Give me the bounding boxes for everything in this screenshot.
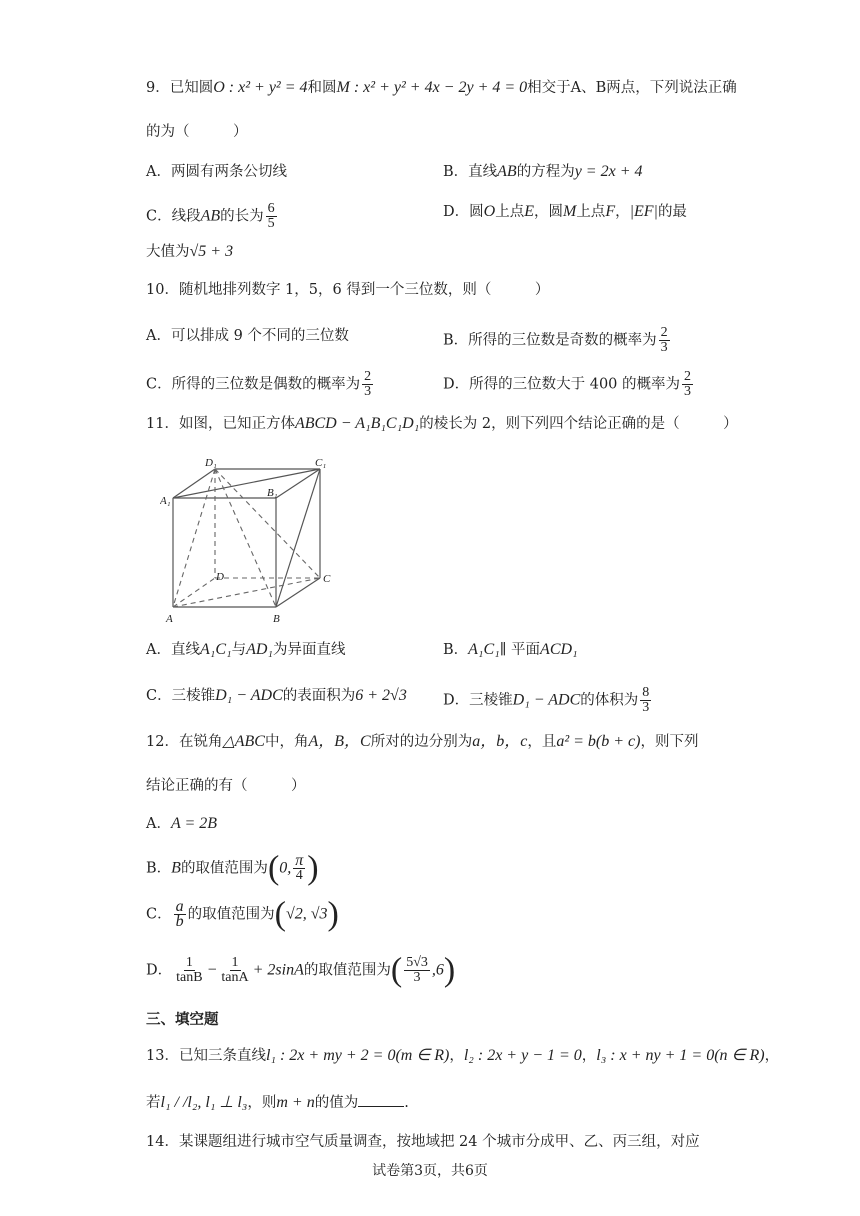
label-b: B <box>273 613 280 625</box>
q11-option-a: A．直线A₁C₁与AD₁为异面直线 <box>146 641 346 658</box>
label-d1: D₁ <box>205 457 217 469</box>
label-a1: A₁ <box>160 495 171 507</box>
q14-stem: 14．某课题组进行城市空气质量调查，按地域把 24 个城市分成甲、乙、丙三组，对应 <box>146 1134 700 1150</box>
q9-option-d: D．圆O上点E，圆M上点F，|EF|的最 <box>443 203 687 220</box>
q12-option-b: B．B的取值范围为(0, $\frac{\pi}{4}$ ) <box>146 849 319 887</box>
label-c: C <box>323 573 331 585</box>
q10-option-b: B．所得的三位数是奇数的概率为 $\frac{2}{3}$ <box>443 325 668 355</box>
q10-option-d: D．所得的三位数大于 400 的概率为 $\frac{2}{3}$ <box>443 369 692 399</box>
section-title: 三、填空题 <box>146 1012 219 1028</box>
q13-stem-line2: 若l₁ / /l₂, l₁ ⊥ l₃，则m + n的值为 . <box>146 1094 409 1111</box>
q12-option-c: C． $\frac{a}{b}$ 的取值范围为(√2, √3) <box>146 895 339 933</box>
answer-blank[interactable] <box>358 1092 404 1107</box>
page-footer: 试卷第3页，共6页 <box>372 1163 488 1179</box>
q11-option-d: D．三棱锥D₁ − ADC的体积为 $\frac{8}{3}$ <box>443 685 650 715</box>
q9-option-b: B．直线AB的方程为y = 2x + 4 <box>443 163 643 180</box>
q10-option-c: C．所得的三位数是偶数的概率为 $\frac{2}{3}$ <box>146 369 372 399</box>
label-b1: B₁ <box>267 487 278 499</box>
q12-option-a: A．A = 2B <box>146 815 218 832</box>
q13-stem: 13．已知三条直线l₁ : 2x + my + 2 = 0(m ∈ R)，l₂ : 2x + y − 1 = 0，l₃ : x + ny + 1 = 0(n ∈ R)， <box>146 1047 780 1064</box>
q12-option-d: D． $\frac{1}{\tan B}$ − $\frac{1}{\tan A}$ + 2sinA的取值范围为( $\frac{5√3}{3}$ ,6) <box>146 951 456 989</box>
q9-option-d-line2: 大值为√5 + 3 <box>146 243 234 260</box>
q11-option-c: C．三棱锥D₁ − ADC的表面积为6 + 2√3 <box>146 687 407 704</box>
label-a: A <box>166 613 173 625</box>
q9-option-a: A．两圆有两条公切线 <box>146 164 287 180</box>
q9-option-c: C．线段AB的长为 $\frac{6}{5}$ <box>146 201 275 231</box>
label-d: D <box>216 571 224 583</box>
q12-stem: 12．在锐角△ABC中，角A，B，C所对的边分别为a，b，c，且a² = b(b + c)，则下列 <box>146 733 699 750</box>
cube-figure <box>160 452 340 628</box>
q10-stem: 10．随机地排列数字 1，5，6 得到一个三位数，则（ ） <box>146 282 550 298</box>
q11-option-b: B．A₁C₁∥ 平面ACD₁ <box>443 641 578 658</box>
label-c1: C₁ <box>315 457 327 469</box>
q9-stem: 9．已知圆O : x² + y² = 4和圆M : x² + y² + 4x − 2y + 4 = 0相交于A、B两点，下列说法正确 <box>146 79 737 96</box>
q9-stem-line2: 的为（ ） <box>146 124 248 140</box>
q11-stem: 11．如图，已知正方体ABCD − A₁B₁C₁D₁的棱长为 2，则下列四个结论正确的是（ ） <box>146 415 738 432</box>
q10-option-a: A．可以排成 9 个不同的三位数 <box>146 328 349 344</box>
q12-stem-line2: 结论正确的有（ ） <box>146 778 306 794</box>
